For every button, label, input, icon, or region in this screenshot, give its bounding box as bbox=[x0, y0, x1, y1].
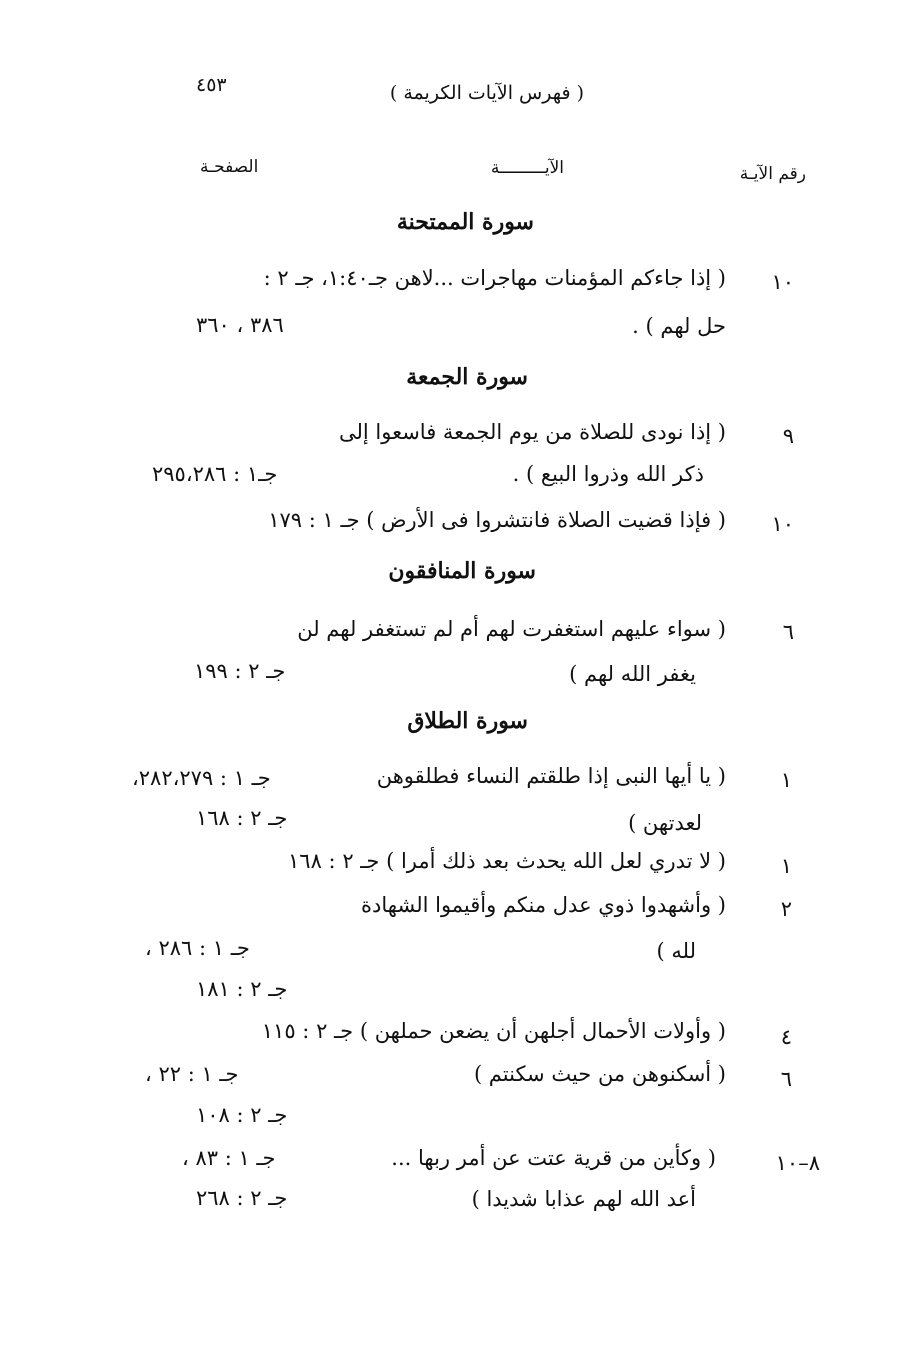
verse-text-line: ( يا أيها النبى إذا طلقتم النساء فطلقوهن bbox=[376, 764, 726, 788]
verse-number: ٦ bbox=[782, 620, 794, 644]
verse-text-line: لعدتهن ) bbox=[628, 811, 702, 835]
section-title: سورة المنافقون bbox=[388, 558, 536, 584]
verse-text-line: ( سواء عليهم استغفرت لهم أم لم تستغفر لهم لن bbox=[297, 617, 726, 641]
page-reference: جـ ٢ : ١٨١ bbox=[196, 977, 288, 1001]
verse-text-line: ( وكأين من قرية عتت عن أمر ربها ... bbox=[391, 1146, 716, 1170]
verse-number: ١٠ bbox=[771, 270, 794, 294]
verse-number: ١ bbox=[780, 768, 792, 792]
verse-text-line: حل لهم ) . bbox=[632, 314, 726, 338]
page-reference: جـ ٢ : ١٩٩ bbox=[194, 659, 286, 683]
verse-text-line: لله ) bbox=[656, 939, 696, 963]
page-number: ٤٥٣ bbox=[196, 74, 227, 96]
verse-number: ٩ bbox=[782, 424, 794, 448]
verse-number: ٨–١٠ bbox=[775, 1151, 820, 1175]
column-verse-number: رقم الآيـة bbox=[739, 164, 806, 184]
page-title: ( فهرس الآيات الكريمة ) bbox=[389, 82, 584, 104]
verse-text-line: أعد الله لهم عذابا شديدا ) bbox=[471, 1187, 696, 1211]
verse-text-line: ( وأشهدوا ذوي عدل منكم وأقيموا الشهادة bbox=[361, 893, 726, 917]
verse-text-line: يغفر الله لهم ) bbox=[569, 662, 696, 686]
page-reference: جـ١ : ٢٩٥،٢٨٦ bbox=[152, 462, 278, 486]
verse-text-line: ( إذا نودى للصلاة من يوم الجمعة فاسعوا إلى bbox=[338, 420, 726, 444]
page-reference: جـ ١ : ٢٨٦ ، bbox=[145, 936, 250, 960]
section-title: سورة الممتحنة bbox=[396, 209, 534, 235]
verse-text-line: ( وأولات الأحمال أجلهن أن يضعن حملهن ) جـ ٢ : ١١٥ bbox=[261, 1019, 726, 1043]
verse-text-line: ( فإذا قضيت الصلاة فانتشروا فى الأرض ) جـ ١ : ١٧٩ bbox=[268, 508, 726, 532]
verse-number: ١ bbox=[780, 854, 792, 878]
section-title: سورة الجمعة bbox=[406, 364, 528, 390]
verse-number: ١٠ bbox=[771, 512, 794, 536]
page-reference: جـ ٢ : ١٦٨ bbox=[196, 806, 288, 830]
column-page: الصفحـة bbox=[200, 157, 259, 177]
verse-text-line: ( لا تدري لعل الله يحدث بعد ذلك أمرا ) جـ ٢ : ١٦٨ bbox=[288, 849, 726, 873]
page-reference: جـ ١ : ٢٢ ، bbox=[145, 1062, 239, 1086]
page-reference: جـ ٢ : ١٠٨ bbox=[196, 1103, 288, 1127]
page-reference: جـ ١ : ٨٣ ، bbox=[182, 1146, 276, 1170]
verse-text-line: ذكر الله وذروا البيع ) . bbox=[512, 462, 704, 486]
page-reference: جـ ٢ : ٢٦٨ bbox=[196, 1186, 288, 1210]
column-verse: الآيـــــــــة bbox=[490, 158, 564, 178]
verse-text-line: ( إذا جاءكم المؤمنات مهاجرات ...لاهن جـ١:٤٠، جـ ٢ : bbox=[263, 266, 726, 290]
page-reference: ٣٨٦ ، ٣٦٠ bbox=[196, 313, 284, 337]
section-title: سورة الطلاق bbox=[407, 708, 528, 734]
page-reference: جـ ١ : ٢٨٢،٢٧٩، bbox=[132, 766, 271, 790]
verse-number: ٢ bbox=[780, 897, 792, 921]
verse-number: ٤ bbox=[780, 1025, 792, 1049]
verse-number: ٦ bbox=[780, 1067, 792, 1091]
verse-text-line: ( أسكنوهن من حيث سكنتم ) bbox=[473, 1062, 726, 1086]
